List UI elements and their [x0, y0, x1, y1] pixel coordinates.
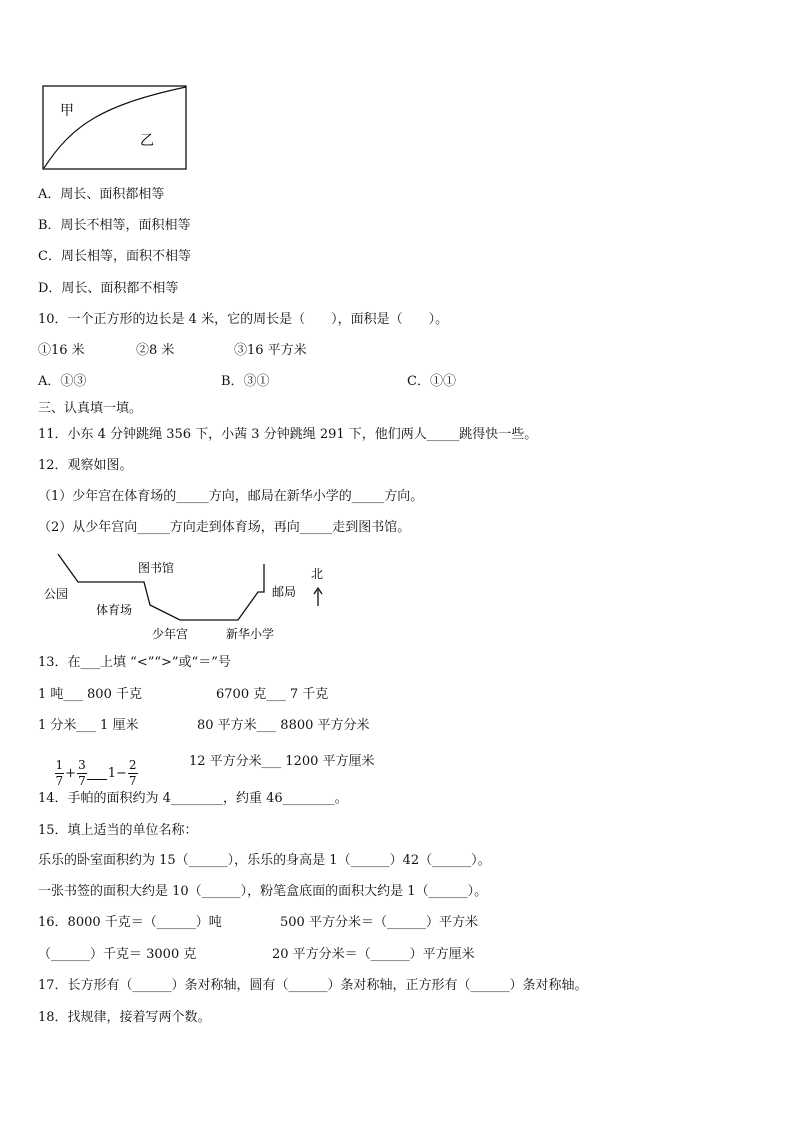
- section-three-heading: 三、认真填一填。: [38, 401, 143, 416]
- q9-option-d: D．周长、面积都不相等: [38, 281, 179, 296]
- label-library: 图书馆: [138, 561, 175, 575]
- label-park: 公园: [44, 587, 69, 601]
- fraction-2: $\frac{3}{7}$: [78, 758, 86, 788]
- q12-sub2: （2）从少年宫向_____方向走到体育场，再向_____走到图书馆。: [38, 520, 411, 535]
- q13-row1-a: 1 吨___ 800 千克: [38, 687, 142, 702]
- q10-choice-3: ③16 平方米: [234, 343, 307, 358]
- q16-row2-b: 20 平方分米＝（______）平方厘米: [272, 947, 475, 962]
- q13-stem: 13．在___上填 “<”“>”或“＝”号: [38, 655, 231, 670]
- dividing-curve: [44, 87, 186, 168]
- label-youth-palace: 少年宫: [152, 627, 189, 641]
- q10-option-a: A．①③: [38, 374, 87, 389]
- q12-sub1: （1）少年宫在体育场的_____方向，邮局在新华小学的_____方向。: [38, 489, 424, 504]
- q16-row2-a: （______）千克＝ 3000 克: [38, 947, 197, 962]
- q16-row1-b: 500 平方分米＝（______）平方米: [280, 915, 478, 930]
- q16-row1-a: 16．8000 千克＝（______）吨: [38, 915, 222, 930]
- label-jia: 甲: [60, 103, 74, 119]
- label-xinhua-school: 新华小学: [226, 627, 275, 641]
- rectangle-curve-figure: [42, 85, 188, 171]
- q13-row2-a: 1 分米___ 1 厘米: [38, 718, 139, 733]
- q11-text: 11．小东 4 分钟跳绳 356 下，小茜 3 分钟跳绳 291 下，他们两人_____跳得快一些。: [38, 427, 538, 442]
- q12-stem: 12．观察如图。: [38, 458, 133, 473]
- label-stadium: 体育场: [96, 603, 133, 617]
- compare-blank: [87, 767, 107, 780]
- q9-option-c: C．周长相等，面积不相等: [38, 249, 191, 264]
- q15-line2: 一张书签的面积大约是 10（______），粉笔盒底面的面积大约是 1（______）。: [38, 884, 488, 899]
- q10-choice-2: ②8 米: [136, 343, 175, 358]
- rectangle-outline: [43, 86, 186, 169]
- q10-option-c: C．①①: [407, 374, 456, 389]
- q17-text: 17．长方形有（______）条对称轴，圆有（______）条对称轴，正方形有（______）条对称轴。: [38, 978, 588, 993]
- q15-stem: 15．填上适当的单位名称：: [38, 823, 198, 838]
- q10-option-b: B．③①: [221, 374, 270, 389]
- q13-row2-b: 80 平方米___ 8800 平方分米: [197, 718, 370, 733]
- q15-line1: 乐乐的卧室面积约为 15（______），乐乐的身高是 1（______）42（______）。: [38, 853, 491, 868]
- q14-text: 14．手帕的面积约为 4________，约重 46________。: [38, 791, 348, 806]
- label-yi: 乙: [140, 133, 154, 149]
- q9-option-a: A．周长、面积都相等: [38, 187, 165, 202]
- q13-fraction-expression: $\frac{1}{7}$ + $\frac{3}{7}$ 1− $\frac{2}{7}$: [55, 758, 137, 788]
- q13-row1-b: 6700 克___ 7 千克: [216, 687, 329, 702]
- label-north: 北: [311, 567, 324, 581]
- fraction-1: $\frac{1}{7}$: [55, 758, 64, 788]
- q18-text: 18．找规律，接着写两个数。: [38, 1010, 211, 1025]
- q10-stem: 10．一个正方形的边长是 4 米，它的周长是（ ），面积是（ ）。: [38, 312, 449, 327]
- route-map-figure: [40, 550, 340, 648]
- q13-row3-b: 12 平方分米___ 1200 平方厘米: [189, 754, 375, 769]
- q10-choice-1: ①16 米: [38, 343, 85, 358]
- label-post-office: 邮局: [272, 585, 297, 599]
- q9-option-b: B．周长不相等，面积相等: [38, 218, 191, 233]
- fraction-3: $\frac{2}{7}$: [128, 758, 137, 788]
